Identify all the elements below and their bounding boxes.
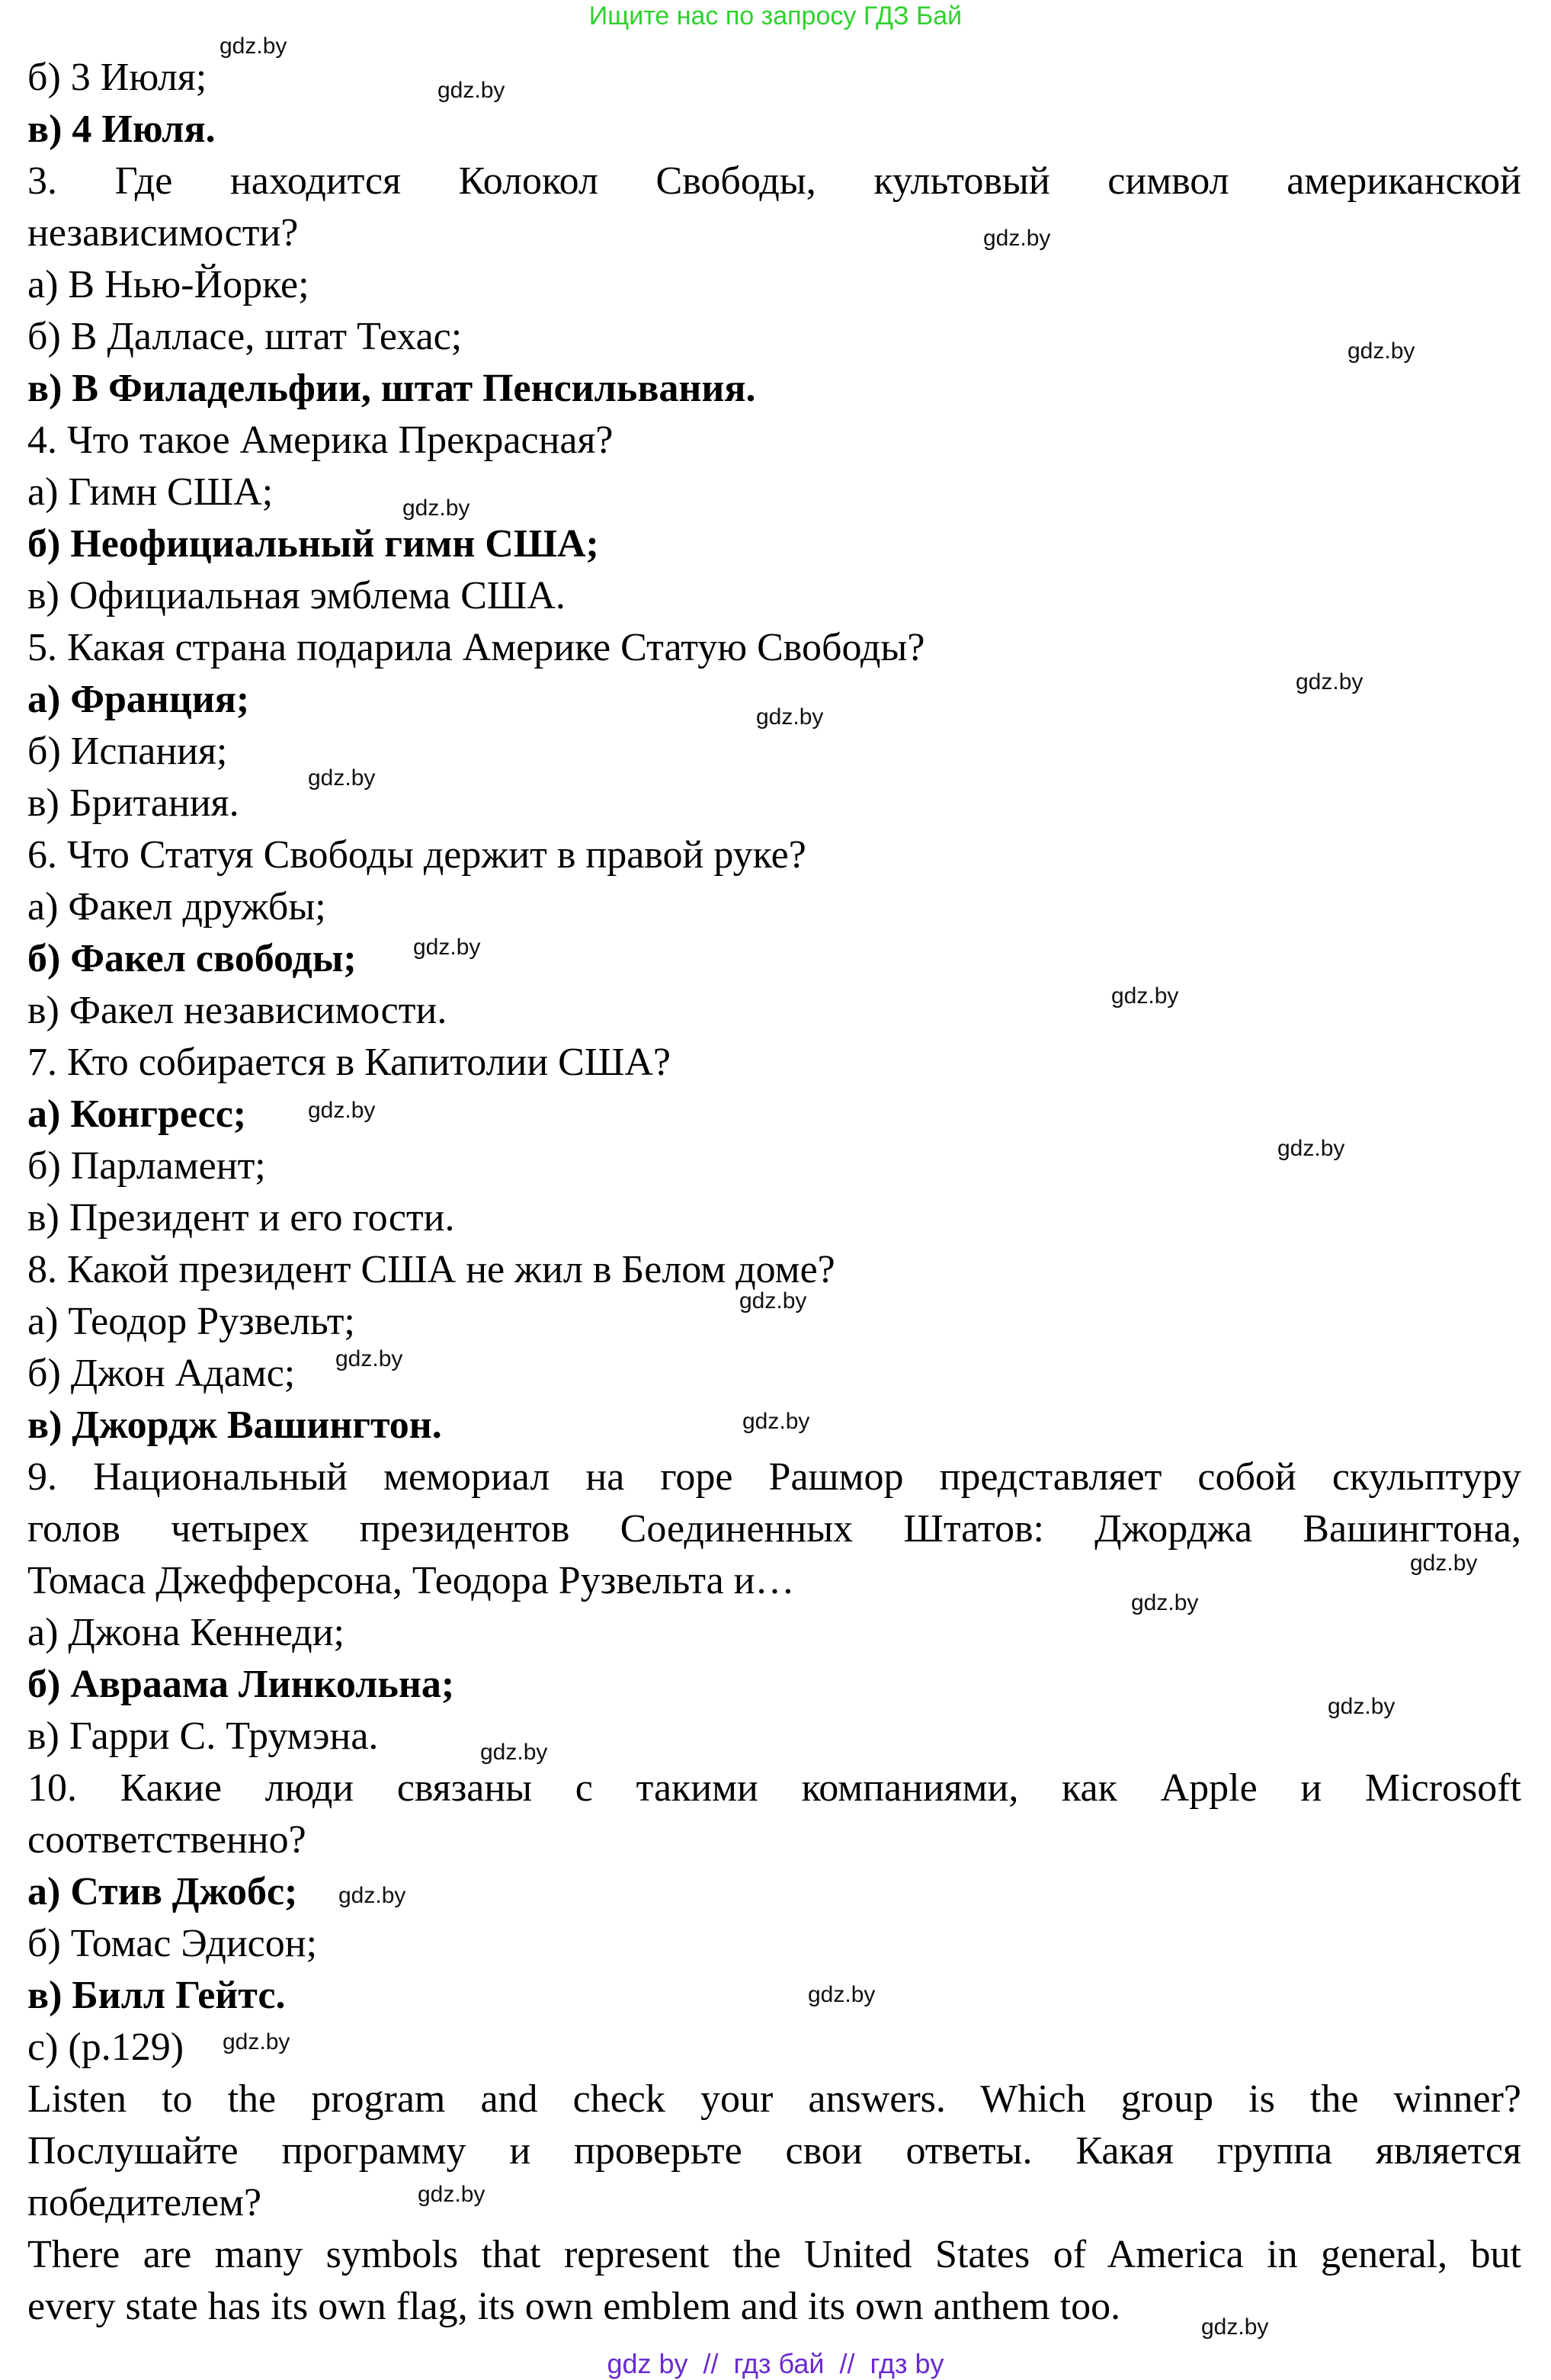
- question-line: 7. Кто собирается в Капитолии США?: [27, 1041, 671, 1084]
- watermark: gdz.by: [223, 2029, 290, 2054]
- answer-line: б) Парламент;: [27, 1144, 266, 1188]
- watermark: gdz.by: [1328, 1694, 1396, 1719]
- instruction-line: Послушайте программу и проверьте свои ответы. Какая группа является: [27, 2129, 1521, 2173]
- watermark: gdz.by: [335, 1346, 403, 1371]
- answer-line: а) Гимн США;: [27, 470, 274, 514]
- watermark: gdz.by: [338, 1883, 406, 1908]
- watermark: gdz.by: [742, 1409, 810, 1434]
- watermark: gdz.by: [983, 226, 1051, 251]
- answer-line: б) Джон Адамс;: [27, 1352, 296, 1395]
- watermark: gdz.by: [1410, 1551, 1478, 1576]
- answer-line: в) Президент и его гости.: [27, 1196, 455, 1240]
- watermark: gdz.by: [808, 1982, 876, 2007]
- instruction-line: Listen to the program and check your answers. Which group is the winner?: [27, 2077, 1521, 2121]
- answer-line: а) Теодор Рузвельт;: [27, 1300, 355, 1343]
- text-line: There are many symbols that represent the United States of America in general, but: [27, 2233, 1521, 2276]
- answer-line: б) Испания;: [27, 730, 228, 773]
- question-line: голов четырех президентов Соединенных Штатов: Джорджа Вашингтона,: [27, 1507, 1521, 1551]
- answer-line: в) Официальная эмблема США.: [27, 574, 566, 617]
- question-line: 5. Какая страна подарила Америке Статую Свободы?: [27, 626, 925, 669]
- watermark: gdz.by: [402, 496, 470, 521]
- answer-line: б) 3 Июля;: [27, 56, 207, 99]
- answer-line: а) В Нью-Йорке;: [27, 263, 309, 306]
- answer-line-correct: в) Джордж Вашингтон.: [27, 1403, 442, 1447]
- watermark: gdz.by: [1201, 2314, 1269, 2340]
- question-line: 3. Где находится Колокол Свободы, культовый символ американской: [27, 159, 1521, 203]
- answer-line-correct: б) Факел свободы;: [27, 937, 357, 980]
- answer-line-correct: в) В Филадельфии, штат Пенсильвания.: [27, 367, 756, 410]
- watermark: gdz.by: [739, 1288, 807, 1313]
- question-line: 4. Что такое Америка Прекрасная?: [27, 419, 614, 462]
- question-line: независимости?: [27, 211, 299, 255]
- answer-line: в) Британия.: [27, 781, 239, 825]
- answer-line-correct: а) Стив Джобс;: [27, 1870, 298, 1913]
- question-line: 6. Что Статуя Свободы держит в правой руке?: [27, 833, 806, 877]
- watermark: gdz.by: [418, 2182, 485, 2207]
- answer-line: а) Факел дружбы;: [27, 885, 326, 929]
- answer-line: б) В Далласе, штат Техас;: [27, 315, 463, 358]
- watermark: gdz.by: [1131, 1590, 1199, 1615]
- watermark: gdz.by: [308, 1098, 376, 1123]
- answer-line-correct: а) Франция;: [27, 678, 250, 721]
- instruction-line: победителем?: [27, 2181, 262, 2224]
- answer-line-correct: в) Билл Гейтс.: [27, 1974, 286, 2017]
- watermark: gdz.by: [480, 1740, 548, 1765]
- answer-line: а) Джона Кеннеди;: [27, 1611, 344, 1654]
- answer-line-correct: а) Конгресс;: [27, 1092, 247, 1136]
- question-line: Томаса Джефферсона, Теодора Рузвельта и…: [27, 1559, 795, 1602]
- answer-line-correct: в) 4 Июля.: [27, 107, 216, 151]
- answer-line: в) Факел независимости.: [27, 989, 447, 1032]
- watermark: gdz.by: [1277, 1136, 1345, 1161]
- answer-line-correct: б) Неофициальный гимн США;: [27, 522, 599, 566]
- watermark: gdz.by: [1111, 983, 1179, 1009]
- question-line: 9. Национальный мемориал на горе Рашмор представляет собой скульптуру: [27, 1455, 1521, 1499]
- question-line: соответственно?: [27, 1818, 306, 1862]
- section-label: с) (р.129): [27, 2026, 184, 2069]
- watermark: gdz.by: [1296, 669, 1364, 694]
- watermark: gdz.by: [756, 704, 824, 730]
- answer-line: б) Томас Эдисон;: [27, 1922, 318, 1965]
- watermark: gdz.by: [308, 765, 376, 791]
- text-line: every state has its own flag, its own emblem and its own anthem too.: [27, 2285, 1121, 2328]
- footer-links[interactable]: gdz by // гдз бай // гдз by: [607, 2348, 944, 2379]
- question-line: 8. Какой президент США не жил в Белом доме?: [27, 1248, 835, 1291]
- question-line: 10. Какие люди связаны с такими компаниями, как Apple и Microsoft: [27, 1766, 1521, 1810]
- answer-line: в) Гарри С. Трумэна.: [27, 1714, 379, 1758]
- watermark: gdz.by: [1348, 338, 1415, 364]
- watermark: gdz.by: [413, 935, 481, 960]
- watermark: gdz.by: [437, 78, 505, 103]
- answer-line-correct: б) Авраама Линкольна;: [27, 1663, 455, 1706]
- watermark: gdz.by: [220, 34, 287, 59]
- search-hint-header[interactable]: Ищите нас по запросу ГДЗ Бай: [588, 2, 963, 30]
